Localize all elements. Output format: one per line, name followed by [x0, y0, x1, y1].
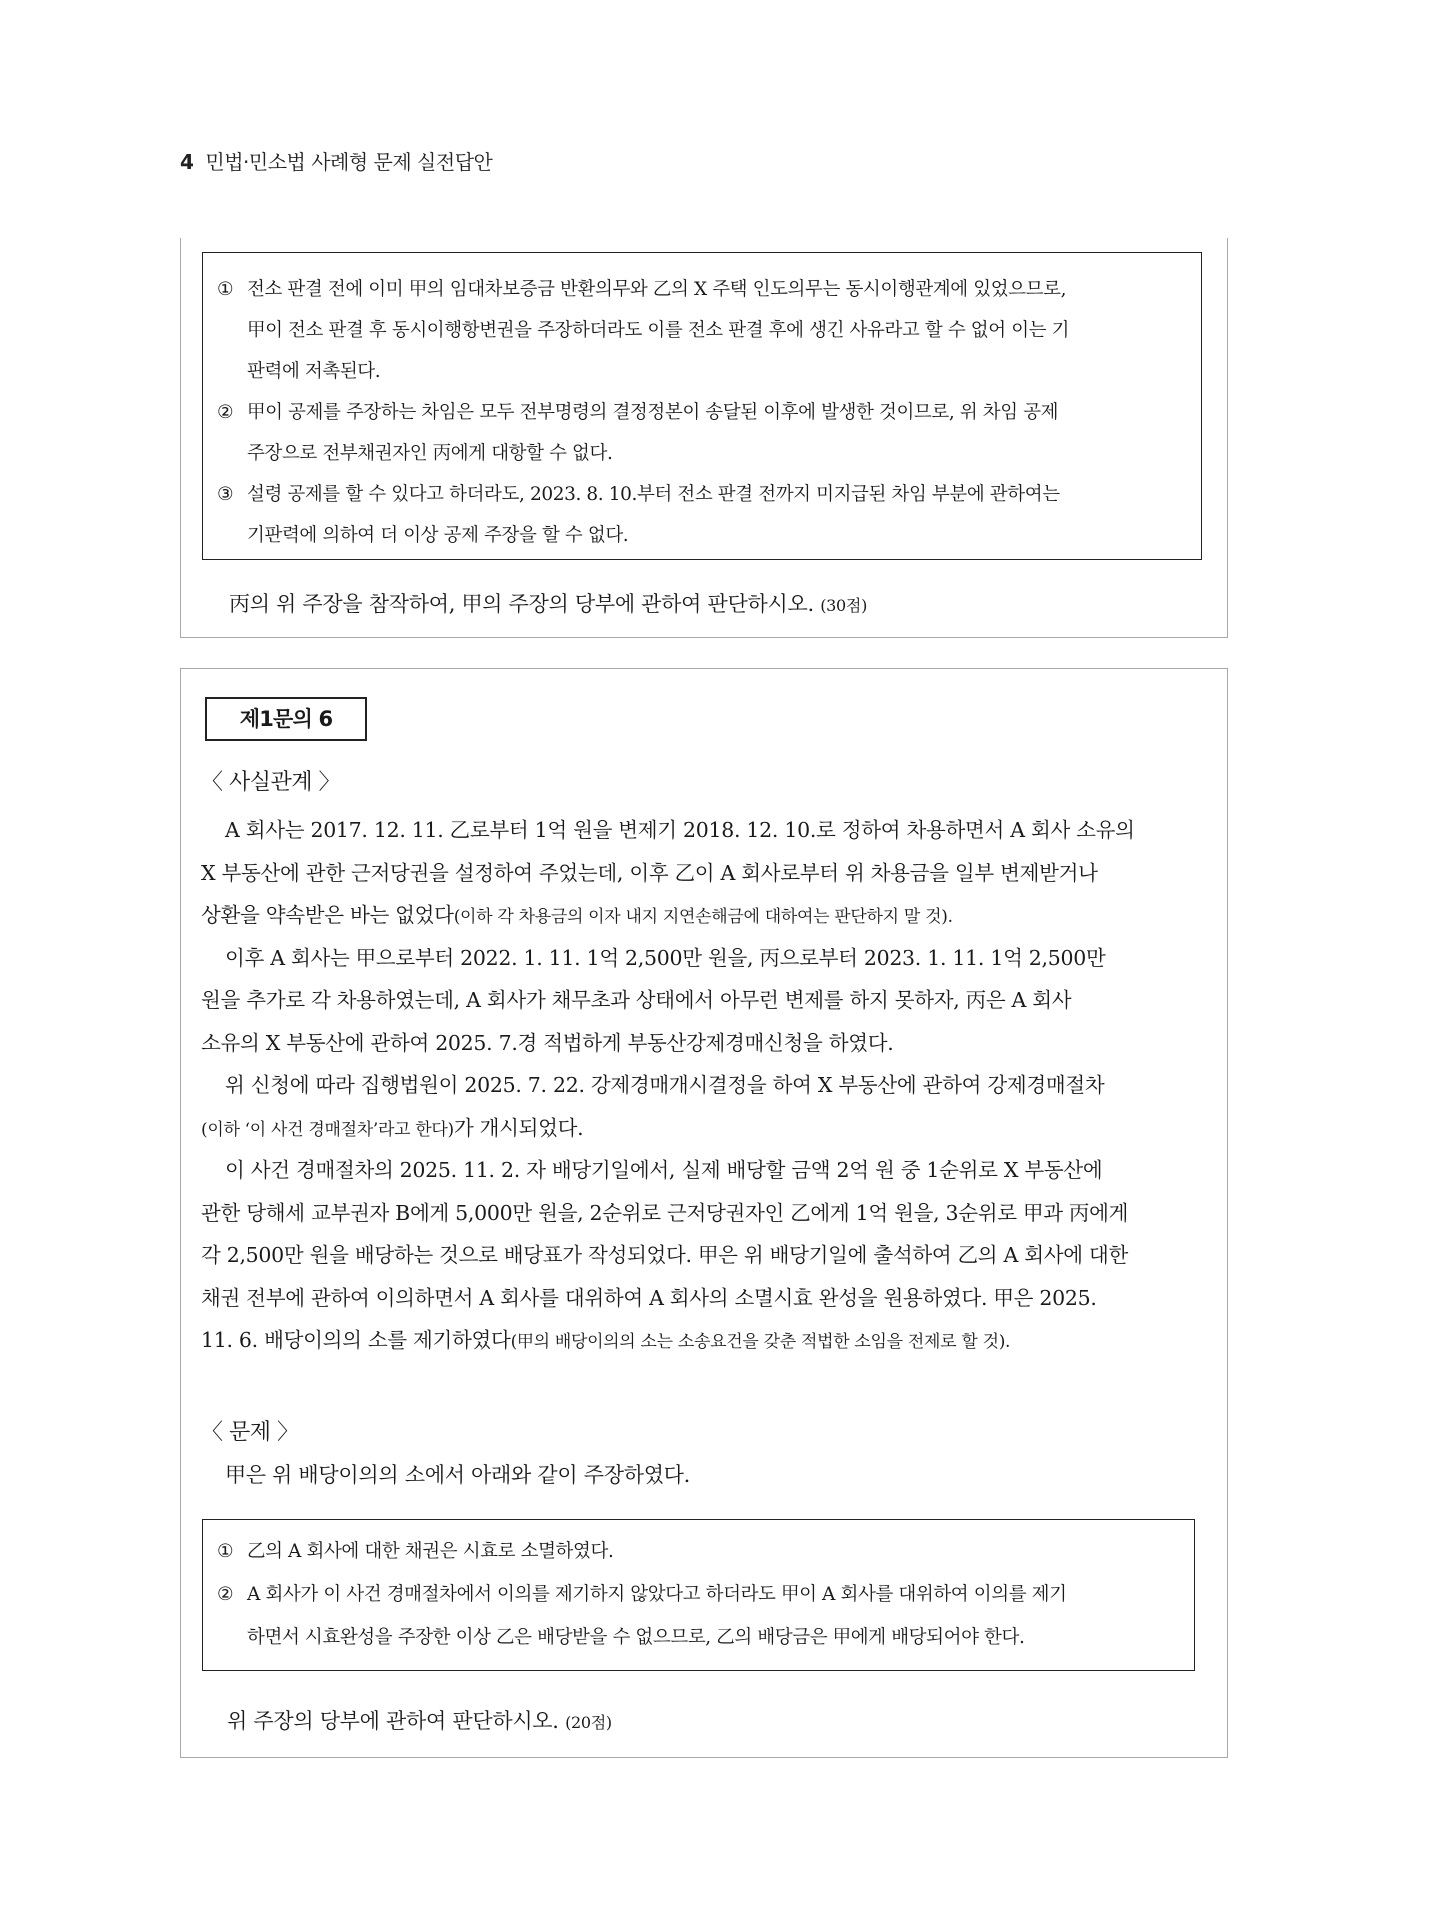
facts-line: 각 2,500만 원을 배당하는 것으로 배당표가 작성되었다. 甲은 위 배당기일에 출석하여 乙의 A 회사에 대한 [201, 1243, 1128, 1267]
facts-note: (이하 각 차용금의 이자 내지 지연손해금에 대하여는 판단하지 말 것). [453, 907, 953, 927]
claim-number: ② [217, 1584, 234, 1605]
problem-intro: 甲은 위 배당이의의 소에서 아래와 같이 주장하였다. [225, 1463, 691, 1487]
question [227, 1705, 612, 1735]
facts-line: A 회사는 2017. 12. 11. 乙로부터 1억 원을 변제기 2018. 12. 10.로 정하여 차용하면서 A 회사 소유의 [225, 818, 1135, 842]
claim-text: 甲이 공제를 주장하는 차임은 모두 전부명령의 결정정본이 송달된 이후에 발생한 것이므로, 위 차임 공제 [247, 402, 1059, 423]
facts-note: (甲의 배당이의의 소는 소송요건을 갖춘 적법한 소임을 전제로 할 것). [510, 1332, 1011, 1352]
facts-line: 소유의 X 부동산에 관하여 2025. 7.경 적법하게 부동산강제경매신청을 하였다. [201, 1030, 894, 1055]
facts-line [201, 1107, 1211, 1150]
facts-text: 가 개시되었다. [453, 1115, 584, 1140]
claim-text: 기판력에 의하여 더 이상 공제 주장을 할 수 없다. [247, 525, 629, 546]
claim-text: 설령 공제를 할 수 있다고 하더라도, 2023. 8. 10.부터 전소 판결 전까지 미지급된 차임 부분에 관하여는 [247, 484, 1060, 505]
facts-line: X 부동산에 관한 근저당권을 설정하여 주었는데, 이후 乙이 A 회사로부터 위 차용금을 일부 변제받거나 [201, 860, 1098, 885]
claim-item [217, 269, 1187, 392]
facts-line: 채권 전부에 관하여 이의하면서 A 회사를 대위하여 A 회사의 소멸시효 완성을 원용하였다. 甲은 2025. [201, 1285, 1097, 1310]
problem-title: 제1문의 6 [205, 697, 367, 741]
claim-text: 甲이 전소 판결 후 동시이행항변권을 주장하더라도 이를 전소 판결 후에 생긴 사유라고 할 수 없어 이는 기 [247, 320, 1070, 341]
facts-line: 원을 추가로 각 차용하였는데, A 회사가 채무초과 상태에서 아무런 변제를 하지 못하자, 丙은 A 회사 [201, 988, 1072, 1012]
points-label: (30점) [820, 596, 868, 615]
problem-heading: 〈 문제 〉 [201, 1420, 299, 1445]
claim-item [217, 1530, 1180, 1573]
claims-box [202, 252, 1202, 560]
problem-section [180, 668, 1228, 1758]
facts-line [201, 894, 1211, 937]
page-number: 4 [180, 150, 194, 174]
claim-item [217, 1573, 1180, 1659]
problem-continuation-section [180, 238, 1228, 638]
claim-text: 전소 판결 전에 이미 甲의 임대차보증금 반환의무와 乙의 X 주택 인도의무는 동시이행관계에 있었으므로, [247, 279, 1067, 300]
question-text: 위 주장의 당부에 관하여 판단하시오. [227, 1709, 559, 1733]
claim-text: 하면서 시효완성을 주장한 이상 乙은 배당받을 수 없으므로, 乙의 배당금은 甲에게 배당되어야 한다. [247, 1627, 1025, 1648]
claim-number: ③ [217, 484, 234, 505]
claim-number: ① [217, 279, 234, 300]
question [229, 588, 867, 618]
points-label: (20점) [565, 1713, 612, 1732]
claim-number: ② [217, 402, 234, 423]
claim-number: ① [217, 1541, 234, 1562]
running-title: 민법·민소법 사례형 문제 실전답안 [205, 150, 493, 174]
claims-box [202, 1519, 1195, 1671]
claim-text: 주장으로 전부채권자인 丙에게 대항할 수 없다. [247, 443, 613, 464]
facts-line: 이후 A 회사는 甲으로부터 2022. 1. 11. 1억 2,500만 원을, 丙으로부터 2023. 1. 11. 1억 2,500만 [225, 945, 1106, 970]
claim-text: 乙의 A 회사에 대한 채권은 시효로 소멸하였다. [247, 1541, 614, 1562]
facts-line: 관한 당해세 교부권자 B에게 5,000만 원을, 2순위로 근저당권자인 乙에게 1억 원을, 3순위로 甲과 丙에게 [201, 1200, 1129, 1225]
page-header [180, 146, 492, 175]
claim-item [217, 392, 1187, 474]
facts-text: 상환을 약속받은 바는 없었다 [201, 903, 454, 927]
facts-line [201, 1319, 1211, 1362]
facts-text: 11. 6. 배당이의의 소를 제기하였다 [201, 1328, 511, 1352]
facts-body [201, 809, 1211, 1362]
question-text: 丙의 위 주장을 참작하여, 甲의 주장의 당부에 관하여 판단하시오. [229, 592, 814, 616]
facts-line: 위 신청에 따라 집행법원이 2025. 7. 22. 강제경매개시결정을 하여 X 부동산에 관하여 강제경매절차 [225, 1073, 1105, 1097]
facts-line: 이 사건 경매절차의 2025. 11. 2. 자 배당기일에서, 실제 배당할 금액 2억 원 중 1순위로 X 부동산에 [225, 1158, 1103, 1182]
claim-text: A 회사가 이 사건 경매절차에서 이의를 제기하지 않았다고 하더라도 甲이 A 회사를 대위하여 이의를 제기 [247, 1584, 1067, 1605]
facts-heading: 〈 사실관계 〉 [201, 770, 340, 795]
claim-item [217, 474, 1187, 556]
claim-text: 판력에 저촉된다. [247, 361, 381, 382]
facts-note: (이하 ‘이 사건 경매절차’라고 한다) [201, 1119, 454, 1140]
